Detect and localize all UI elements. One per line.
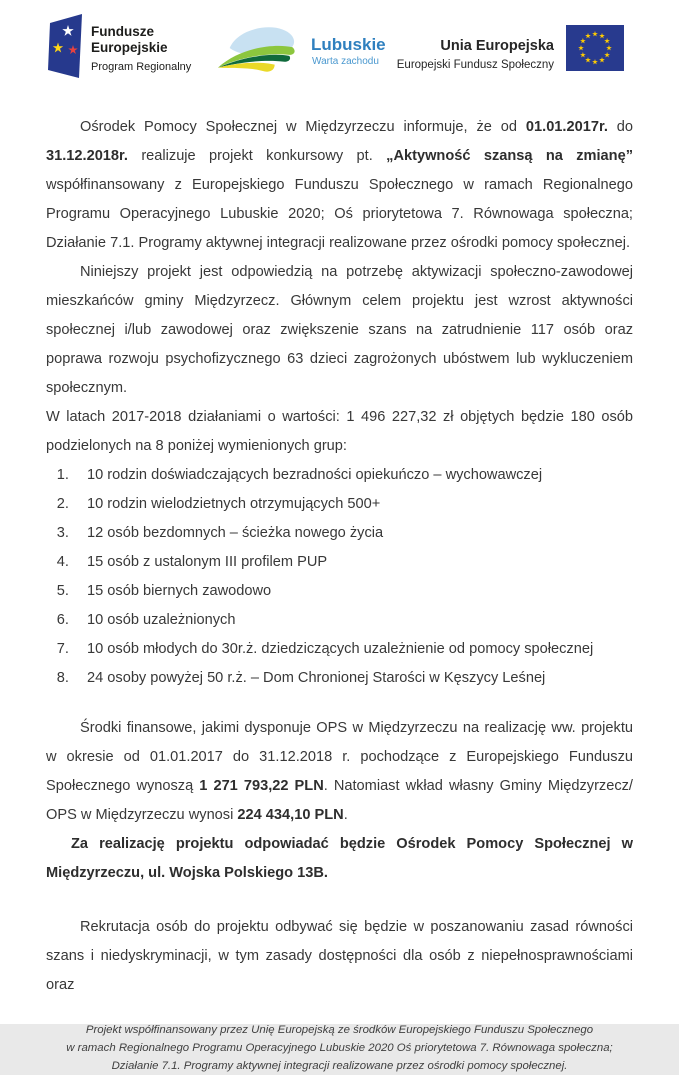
fe-logo-text (91, 14, 191, 74)
project-goal-paragraph: Niniejszy projekt jest odpowiedzią na potrzebę aktywizacji społeczno-zawodowej mieszkańców gminy Międzyrzecz. Głównym celem projektu jest wzrost aktywności społecznej i/lub zawodowej oraz zwiększenie szans na zatrudnienie 117 osób oraz poprawa rozwoju psychofizycznego 63 dzieci zagrożonych ubóstwem lub wykluczeniem społecznym. (46, 264, 633, 396)
document-body (0, 113, 679, 1000)
project-end-date: 31.12.2018r. (46, 148, 128, 164)
list-item: 8. 24 osoby powyżej 50 r.ż. – Dom Chronionej Starości w Kęszycy Leśnej (73, 664, 633, 693)
list-item: 3. 12 osób bezdomnych – ścieżka nowego życia (73, 519, 633, 548)
unia-europejska-logo (397, 25, 624, 76)
target-groups-list (46, 461, 633, 693)
project-start-date: 01.01.2017r. (525, 119, 608, 135)
eu-logo-subtitle: Europejski Fundusz Społeczny (396, 59, 554, 71)
list-item: 7. 10 osób młodych do 30r.ż. dziedziczących uzależnienie od pomocy społecznej (73, 635, 633, 664)
list-item: 5. 15 osób biernych zawodowo (73, 577, 633, 606)
footer-line: Działanie 7.1. Programy aktywnej integracji realizowane przez ośrodki pomocy społecznej. (111, 1060, 568, 1072)
lubuskie-logo-subtitle: Warta zachodu (312, 56, 379, 67)
recruitment-paragraph: Rekrutacja osób do projektu odbywać się będzie w poszanowaniu zasad równości szans i niedyskryminacji, w tym zasady dostępności dla osób z niepełnosprawnościami oraz (46, 919, 633, 993)
footer-line: Projekt współfinansowany przez Unię Europejską ze środków Europejskiego Funduszu Społecznego (85, 1024, 594, 1036)
project-title: „Aktywność szansą na zmianę” (386, 148, 633, 164)
finances-paragraph: Środki finansowe, jakimi dysponuje OPS w Międzyrzeczu na realizację ww. projektu w okresie od 01.01.2017 do 31.12.2018 r. pochodzące z Europejskiego Funduszu Społecznego wynoszą 1 271 793,22 PLN. Natomiast wkład własny Gminy Międzyrzecz/ OPS w Międzyrzeczu wynosi 224 434,10 PLN. (46, 720, 633, 823)
fe-logo-title: Fundusze Europejskie (91, 24, 168, 55)
fe-logo-subtitle: Program Regionalny (91, 61, 192, 73)
responsible-entity-paragraph: Za realizację projektu odpowiadać będzie Ośrodek Pomocy Społecznej w Międzyrzeczu, ul. Wojska Polskiego 13B. (46, 836, 633, 881)
cofinancing-footer (0, 1021, 679, 1075)
list-item: 2. 10 rodzin wielodzietnych otrzymujących 500+ (73, 490, 633, 519)
eu-flag-icon (566, 25, 624, 76)
eu-logo-text (397, 25, 554, 72)
esf-amount: 1 271 793,22 PLN (199, 778, 324, 794)
intro-text: Ośrodek Pomocy Społecznej w Międzyrzeczu informuje, że od (80, 119, 526, 135)
lubuskie-landscape-icon (216, 24, 304, 81)
lubuskie-logo-text (311, 24, 386, 68)
logo-header (0, 0, 679, 92)
lubuskie-logo (216, 24, 386, 81)
intro-paragraph: Ośrodek Pomocy Społecznej w Międzyrzeczu informuje, że od 01.01.2017r. do 31.12.2018r. realizuje projekt konkursowy pt. „Aktywność szansą na zmianę” współfinansowany z Europejskiego Funduszu Społecznego w ramach Regionalnego Programu Operacyjnego Lubuskie 2020; Oś priorytetowa 7. Równowaga społeczna; Działanie 7.1. Programy aktywnej integracji realizowane przez ośrodki pomocy społecznej. (46, 119, 634, 251)
project-value-paragraph: W latach 2017-2018 działaniami o wartości: 1 496 227,32 zł objętych będzie 180 osób podzielonych na 8 poniżej wymienionych grup: (46, 409, 633, 454)
list-item: 6. 10 osób uzależnionych (73, 606, 633, 635)
own-contribution-amount: 224 434,10 PLN (237, 807, 344, 823)
lubuskie-logo-title: Lubuskie (311, 35, 386, 54)
fe-flag-icon (48, 14, 82, 83)
list-item: 1. 10 rodzin doświadczających bezradności opiekuńczo – wychowawczej (73, 461, 633, 490)
list-item: 4. 15 osób z ustalonym III profilem PUP (73, 548, 633, 577)
footer-line: w ramach Regionalnego Programu Operacyjnego Lubuskie 2020 Oś priorytetowa 7. Równowaga społeczna; (66, 1042, 613, 1054)
fundusze-europejskie-logo (48, 14, 191, 83)
eu-logo-title: Unia Europejska (440, 38, 554, 54)
